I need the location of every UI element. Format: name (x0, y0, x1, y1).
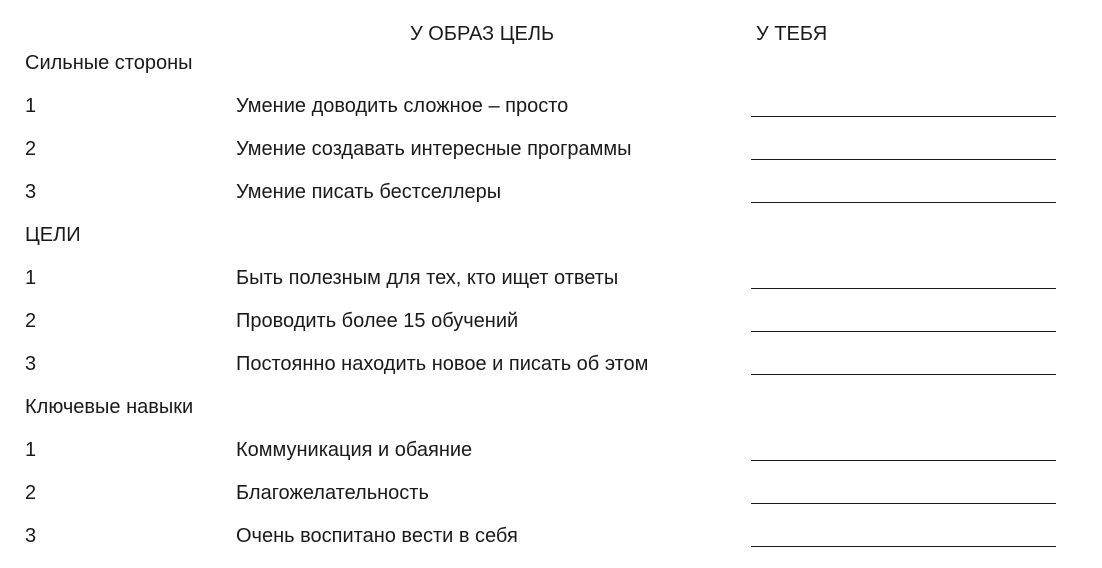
answer-blank-line[interactable] (751, 288, 1056, 289)
row-example-text: Благожелательность (236, 482, 429, 504)
answer-blank-line[interactable] (751, 503, 1056, 504)
row-number: 2 (25, 138, 37, 160)
section-title-goals: ЦЕЛИ (25, 224, 81, 246)
answer-blank-line[interactable] (751, 331, 1056, 332)
answer-blank-line[interactable] (751, 460, 1056, 461)
row-number: 2 (25, 310, 37, 332)
row-example-text: Умение доводить сложное – просто (236, 95, 569, 117)
column-header-example: У ОБРАЗ ЦЕЛЬ (410, 23, 555, 45)
row-number: 1 (25, 439, 37, 461)
row-number: 1 (25, 95, 37, 117)
row-example-text: Постоянно находить новое и писать об этом (236, 353, 649, 375)
answer-blank-line[interactable] (751, 159, 1056, 160)
answer-blank-line[interactable] (751, 546, 1056, 547)
row-example-text: Коммуникация и обаяние (236, 439, 473, 461)
answer-blank-line[interactable] (751, 374, 1056, 375)
row-number: 1 (25, 267, 37, 289)
row-example-text: Умение писать бестселлеры (236, 181, 502, 203)
row-number: 3 (25, 353, 37, 375)
column-header-you: У ТЕБЯ (756, 23, 828, 45)
row-example-text: Очень воспитано вести в себя (236, 525, 518, 547)
row-example-text: Умение создавать интересные программы (236, 138, 632, 160)
answer-blank-line[interactable] (751, 116, 1056, 117)
row-number: 2 (25, 482, 37, 504)
section-title-key-skills: Ключевые навыки (25, 396, 194, 418)
row-example-text: Быть полезным для тех, кто ищет ответы (236, 267, 619, 289)
section-title-strengths: Сильные стороны (25, 52, 193, 74)
row-number: 3 (25, 181, 37, 203)
row-example-text: Проводить более 15 обучений (236, 310, 519, 332)
answer-blank-line[interactable] (751, 202, 1056, 203)
row-number: 3 (25, 525, 37, 547)
